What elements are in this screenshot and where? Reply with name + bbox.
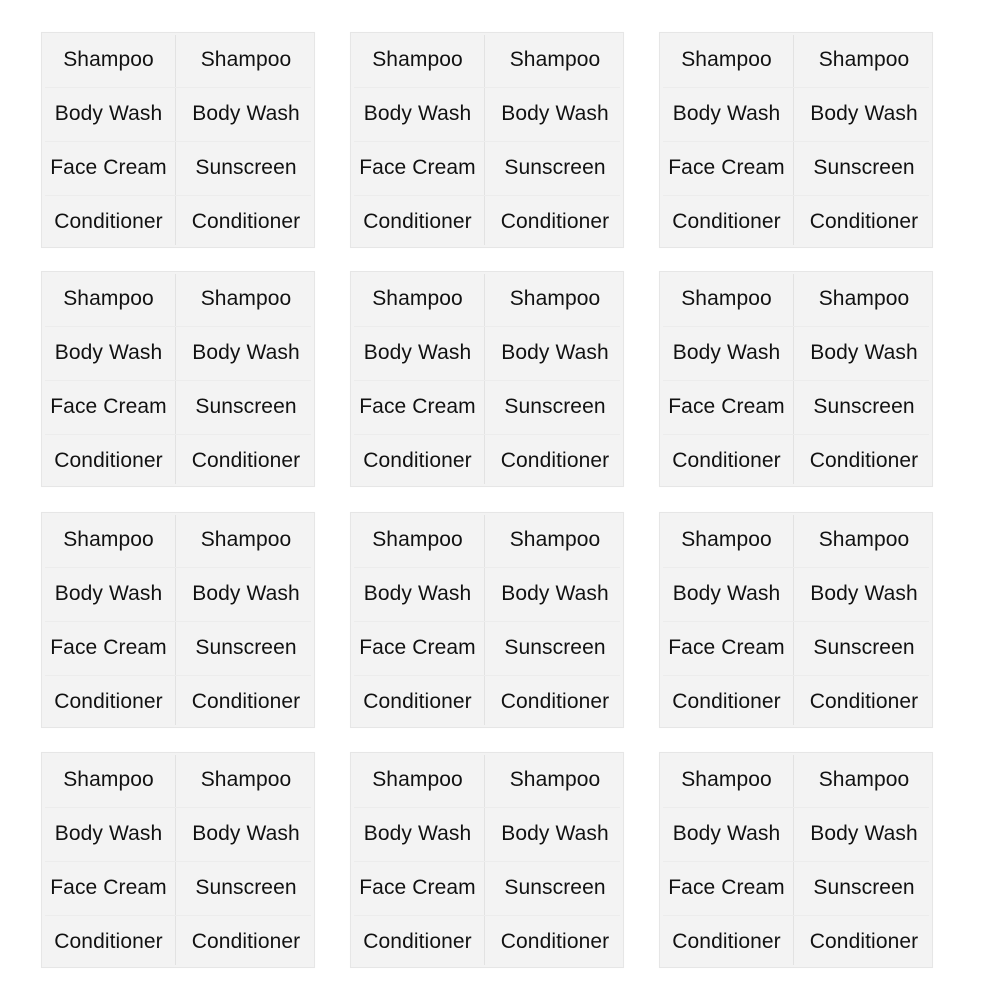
label-sheet [659,271,933,487]
label-shampoo: Shampoo [818,528,910,551]
label-body-wash: Body Wash [192,822,300,845]
label-body-wash: Body Wash [501,102,609,125]
label-shampoo: Shampoo [681,287,772,310]
label-body-wash: Body Wash [501,341,609,364]
label-sunscreen: Sunscreen [813,876,915,899]
label-body-wash: Body Wash [363,341,472,364]
label-sheet [41,752,315,968]
label-shampoo: Shampoo [372,48,463,71]
label-face-cream: Face Cream [50,156,167,179]
label-conditioner: Conditioner [191,690,301,713]
label-body-wash: Body Wash [54,582,163,605]
label-conditioner: Conditioner [672,930,781,953]
label-conditioner: Conditioner [672,210,781,233]
label-body-wash: Body Wash [54,822,163,845]
label-shampoo: Shampoo [509,768,601,791]
label-body-wash: Body Wash [810,341,918,364]
label-body-wash: Body Wash [363,582,472,605]
label-face-cream: Face Cream [668,395,785,418]
label-shampoo: Shampoo [681,528,772,551]
label-face-cream: Face Cream [50,636,167,659]
label-face-cream: Face Cream [668,876,785,899]
label-conditioner: Conditioner [363,930,472,953]
label-conditioner: Conditioner [363,210,472,233]
label-face-cream: Face Cream [50,395,167,418]
label-body-wash: Body Wash [810,582,918,605]
label-body-wash: Body Wash [672,341,781,364]
label-shampoo: Shampoo [509,528,601,551]
label-sunscreen: Sunscreen [504,395,606,418]
label-shampoo: Shampoo [200,768,292,791]
label-shampoo: Shampoo [509,287,601,310]
label-conditioner: Conditioner [672,690,781,713]
label-body-wash: Body Wash [810,822,918,845]
label-conditioner: Conditioner [672,449,781,472]
label-conditioner: Conditioner [54,210,163,233]
label-sheet [41,271,315,487]
label-shampoo: Shampoo [63,287,154,310]
label-shampoo: Shampoo [200,48,292,71]
label-conditioner: Conditioner [363,690,472,713]
label-sunscreen: Sunscreen [195,636,297,659]
label-face-cream: Face Cream [359,636,476,659]
label-body-wash: Body Wash [501,582,609,605]
label-body-wash: Body Wash [192,582,300,605]
label-body-wash: Body Wash [363,102,472,125]
label-sheet [350,512,624,728]
label-body-wash: Body Wash [501,822,609,845]
label-face-cream: Face Cream [668,156,785,179]
label-sunscreen: Sunscreen [504,636,606,659]
label-sunscreen: Sunscreen [195,395,297,418]
label-conditioner: Conditioner [500,210,610,233]
label-conditioner: Conditioner [54,930,163,953]
label-body-wash: Body Wash [810,102,918,125]
label-body-wash: Body Wash [192,102,300,125]
label-body-wash: Body Wash [672,822,781,845]
label-sheet [350,271,624,487]
label-sunscreen: Sunscreen [504,156,606,179]
label-shampoo: Shampoo [681,48,772,71]
label-body-wash: Body Wash [54,102,163,125]
label-shampoo: Shampoo [200,528,292,551]
label-body-wash: Body Wash [192,341,300,364]
label-sheet [350,32,624,248]
label-conditioner: Conditioner [500,930,610,953]
label-sunscreen: Sunscreen [504,876,606,899]
label-sheet [350,752,624,968]
label-sunscreen: Sunscreen [813,156,915,179]
label-conditioner: Conditioner [54,449,163,472]
label-shampoo: Shampoo [372,768,463,791]
label-shampoo: Shampoo [63,48,154,71]
label-conditioner: Conditioner [500,690,610,713]
label-shampoo: Shampoo [681,768,772,791]
label-shampoo: Shampoo [818,48,910,71]
label-face-cream: Face Cream [668,636,785,659]
label-sheet [659,512,933,728]
label-body-wash: Body Wash [363,822,472,845]
label-sheet [41,512,315,728]
label-body-wash: Body Wash [672,102,781,125]
label-conditioner: Conditioner [191,210,301,233]
label-sunscreen: Sunscreen [813,395,915,418]
label-shampoo: Shampoo [63,528,154,551]
label-conditioner: Conditioner [191,930,301,953]
label-shampoo: Shampoo [200,287,292,310]
label-conditioner: Conditioner [809,449,919,472]
label-sheet [659,752,933,968]
label-face-cream: Face Cream [359,395,476,418]
label-shampoo: Shampoo [818,768,910,791]
label-conditioner: Conditioner [809,690,919,713]
label-conditioner: Conditioner [500,449,610,472]
label-sunscreen: Sunscreen [195,876,297,899]
label-conditioner: Conditioner [809,210,919,233]
label-conditioner: Conditioner [191,449,301,472]
label-sheet [659,32,933,248]
label-sheet [41,32,315,248]
label-shampoo: Shampoo [372,528,463,551]
label-shampoo: Shampoo [509,48,601,71]
label-conditioner: Conditioner [363,449,472,472]
label-conditioner: Conditioner [54,690,163,713]
label-body-wash: Body Wash [54,341,163,364]
label-conditioner: Conditioner [809,930,919,953]
label-sunscreen: Sunscreen [813,636,915,659]
label-sunscreen: Sunscreen [195,156,297,179]
label-shampoo: Shampoo [372,287,463,310]
label-face-cream: Face Cream [50,876,167,899]
label-face-cream: Face Cream [359,156,476,179]
label-face-cream: Face Cream [359,876,476,899]
label-shampoo: Shampoo [63,768,154,791]
label-shampoo: Shampoo [818,287,910,310]
label-body-wash: Body Wash [672,582,781,605]
